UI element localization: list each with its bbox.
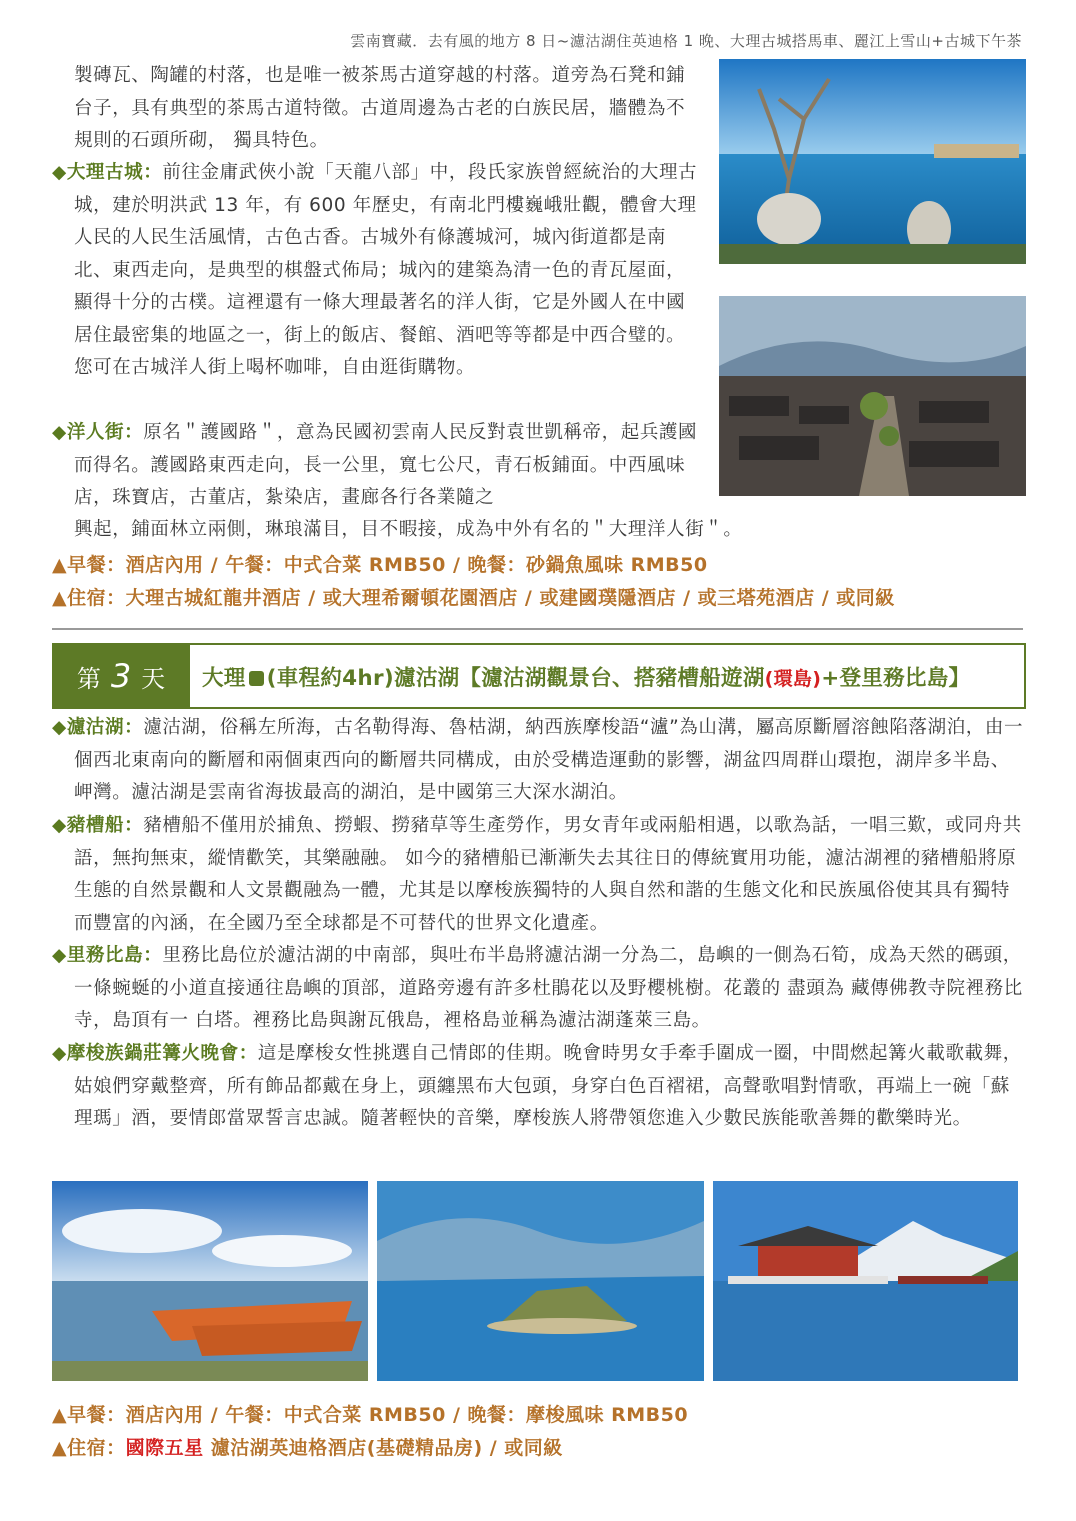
diamond-bullet-icon: ◆ — [52, 1043, 67, 1064]
dali-old-town-paragraph — [52, 157, 702, 385]
dali-text: 前往金庸武俠小說「天龍八部」中，段氏家族曾經統治的大理古城，建於明洪武 13 年，有 600 年歷史，有南北門樓巍峨壯觀，體會大理人民的人民生活風情，古色古香。古城外有條護城河，城內街道都是南北、東西走向，是典型的棋盤式佈局；城內的建築為清一色的青瓦屋面，顯得十分的古樸。這裡還有一條大理最著名的洋人街，它是外國人在中國居住最密集的地區之一，街上的飯店、餐館、酒吧等等都是中西合璧的。您可在古城洋人街上喝杯咖啡，自由逛街購物。 — [74, 162, 698, 378]
village-paragraph: 製磚瓦、陶罐的村落，也是唯一被茶馬古道穿越的村落。道旁為石凳和鋪台子，具有典型的茶馬古道特徵。古道周邊為古老的白族民居，牆體為不規則的石頭所砌， 獨具特色。 — [74, 65, 686, 151]
day3-meals: ▲早餐：酒店內用 / 午餐：中式合菜 RMB50 / 晚餐：摩梭風味 RMB50 — [52, 1404, 689, 1426]
day-3-title-box — [52, 643, 1026, 709]
pig-trough-boat-label: 豬槽船： — [66, 815, 144, 836]
page-header: 雲南寶藏．去有風的地方 8 日~濾沽湖住英迪格 1 晚、大理古城搭馬車、麗江上雪山+古城下午茶 — [350, 32, 1022, 50]
diamond-bullet-icon: ◆ — [52, 945, 67, 966]
lugu-lake-label: 濾沽湖： — [66, 717, 144, 738]
liwubi-island-paragraph: ◆里務比島：里務比島位於濾沽湖的中南部，與吐布半島將濾沽湖一分為二，島嶼的一側為石筍，成為天然的碼頭，一條蜿蜒的小道直接通往島嶼的頂部，道路旁邊有許多杜鵑花以及野櫻桃樹。花叢的 盡頭為 藏傳佛教寺院裡務比寺，島頂有一 白塔。裡務比島與謝瓦俄島，裡格島並稱為濾沽湖蓬萊三島。 — [52, 945, 1023, 1031]
dali-label: 大理古城： — [66, 162, 163, 183]
dali-old-town-photo — [719, 296, 1026, 496]
day3-hotel: ▲住宿：國際五星 濾沽湖英迪格酒店(基礎精品房) / 或同級 — [52, 1437, 563, 1459]
island-photo — [377, 1181, 704, 1381]
section-divider — [52, 628, 1023, 630]
day-3-title: 大理 (車程約4hr)濾沽湖【濾沽湖觀景台、搭豬槽船遊湖(環島)+登里務比島】 — [202, 665, 971, 691]
day2-meals: ▲早餐：酒店內用 / 午餐：中式合菜 RMB50 / 晚餐：砂鍋魚風味 RMB50 — [52, 554, 708, 576]
lugu-lake-paragraph: ◆濾沽湖：濾沽湖，俗稱左所海，古名勒得海、魯枯湖，納西族摩梭語“瀘”為山溝，屬高原斷層溶蝕陷落湖泊，由一個西北東南向的斷層和兩個東西向的斷層共同構成，由於受構造運動的影響，湖盆四周群山環抱，湖岸多半島、岬灣。濾沽湖是雲南省海拔最高的湖泊，是中國第三大深水湖泊。 — [52, 717, 1024, 803]
foreigner-street-paragraph-end: 興起，鋪面林立兩側，琳琅滿目，目不暇接，成為中外有名的＂大理洋人街＂。 — [74, 519, 743, 540]
boats-photo — [52, 1181, 368, 1381]
bus-icon — [249, 671, 264, 686]
diamond-bullet-icon: ◆ — [52, 815, 67, 836]
foreigner-street-text: 原名＂護國路＂，意為民國初雲南人民反對袁世凱稱帝，起兵護國而得名。護國路東西走向，長一公里，寬七公尺，青石板鋪面。中西風味店，珠寶店，古董店，紮染店，畫廊各行各業隨之 — [74, 422, 698, 508]
diamond-bullet-icon: ◆ — [52, 422, 67, 443]
bonfire-party-label: 摩梭族鍋莊篝火晚會： — [66, 1043, 258, 1064]
liwubi-island-label: 里務比島： — [66, 945, 163, 966]
foreigner-street-label: 洋人街： — [66, 422, 144, 443]
diamond-bullet-icon: ◆ — [52, 717, 67, 738]
pig-trough-boat-paragraph: ◆豬槽船：豬槽船不僅用於捕魚、撈蝦、撈豬草等生產勞作，男女青年或兩船相遇，以歌為話，一唱三歎，或同舟共語，無拘無束，縱情歡笑，其樂融融。 如今的豬槽船已漸漸失去其往日的傳統實用功能，濾沽湖裡的豬槽船將原生態的自然景觀和人文景觀融為一體，尤其是以摩梭族獨特的人與自然和諧的生態文化和民族風俗使其具有獨特而豐富的內涵，在全國乃至全球都是不可替代的世界文化遺產。 — [52, 815, 1022, 934]
diamond-bullet-icon: ◆ — [52, 162, 67, 183]
erhai-lake-photo — [719, 59, 1026, 264]
pavilion-photo — [713, 1181, 1018, 1381]
day-number-badge: 第 3 天 — [54, 645, 190, 707]
day2-hotel: ▲住宿：大理古城紅龍井酒店 / 或大理希爾頓花園酒店 / 或建國璞隱酒店 / 或三塔苑酒店 / 或同級 — [52, 587, 895, 609]
bonfire-party-paragraph: ◆摩梭族鍋莊篝火晚會：這是摩梭女性挑選自己情郎的佳期。晚會時男女手牽手圍成一圈，中間燃起篝火載歌載舞，姑娘們穿戴整齊，所有飾品都戴在身上，頭纏黑布大包頭，身穿白色百褶裙，高聲歌唱對情歌，再端上一碗「蘇理瑪」酒，要情郎當眾誓言忠誠。隨著輕快的音樂，摩梭族人將帶領您進入少數民族能歌善舞的歡樂時光。 — [52, 1043, 1022, 1129]
foreigner-street-paragraph — [52, 417, 702, 515]
